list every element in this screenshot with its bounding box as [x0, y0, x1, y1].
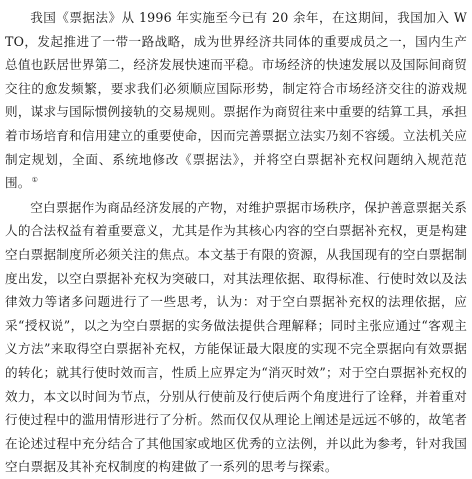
document-page: [5, 6, 467, 475]
paragraph-intro-text: 我国《票据法》从 1996 年实施至今已有 20 余年，在这期间，我国加入 WTO，发起推进了一带一路战略，成为世界经济共同体的重要成员之一，国内生产总值也跃居世界第二，经济发展快速而平稳。市场经济的快速发展以及国际间商贸交往的愈发频繁，要求我们必须顺应国际形势，制定符合市场经济交往的游戏规则，谋求与国际惯例接轨的交易规则。票据作为商贸往来中重要的结算工具，承担着市场培育和信用建立的重要使命，因而完善票据立法实乃刻不容缓。立法机关应制定规划，全面、系统地修改《票据法》，并将空白票据补充权问题纳入规范范围。: [5, 10, 467, 191]
paragraph-blank-note-overview: [5, 196, 467, 479]
paragraph-intro: [5, 6, 467, 195]
footnote-marker: ①: [31, 175, 39, 184]
paragraph-blank-note-overview-text: 空白票据作为商品经济发展的产物，对维护票据市场秩序，保护善意票据关系人的合法权益有着重要意义，尤其是作为其核心内容的空白票据补充权，更是构建空白票据制度所必须关注的焦点。本文基于有限的资源，从我国现有的空白票据制度出发，以空白票据补充权为突破口，对其法理依据、取得标准、行使时效以及法律效力等诸多问题进行了一些思考，认为：对于空白票据补充权的法理依据，应采“授权说”，以之为空白票据的实务做法提供合理解释；同时主张应通过“客观主义方法”来取得空白票据补充权，方能保证最大限度的实现不完全票据向有效票据的转化；就其行使时效而言，性质上应界定为“消灭时效”；对于空白票据补充权的效力，本文以时间为节点，分别从行使前及行使后两个角度进行了诠释，并着重对行使过程中的滥用情形进行了分析。然而仅仅从理论上阐述是远远不够的，故笔者在论述过程中充分结合了其他国家或地区优秀的立法例，并以此为参考，针对我国空白票据及其补充权制度的构建做了一系列的思考与探索。: [5, 199, 467, 475]
